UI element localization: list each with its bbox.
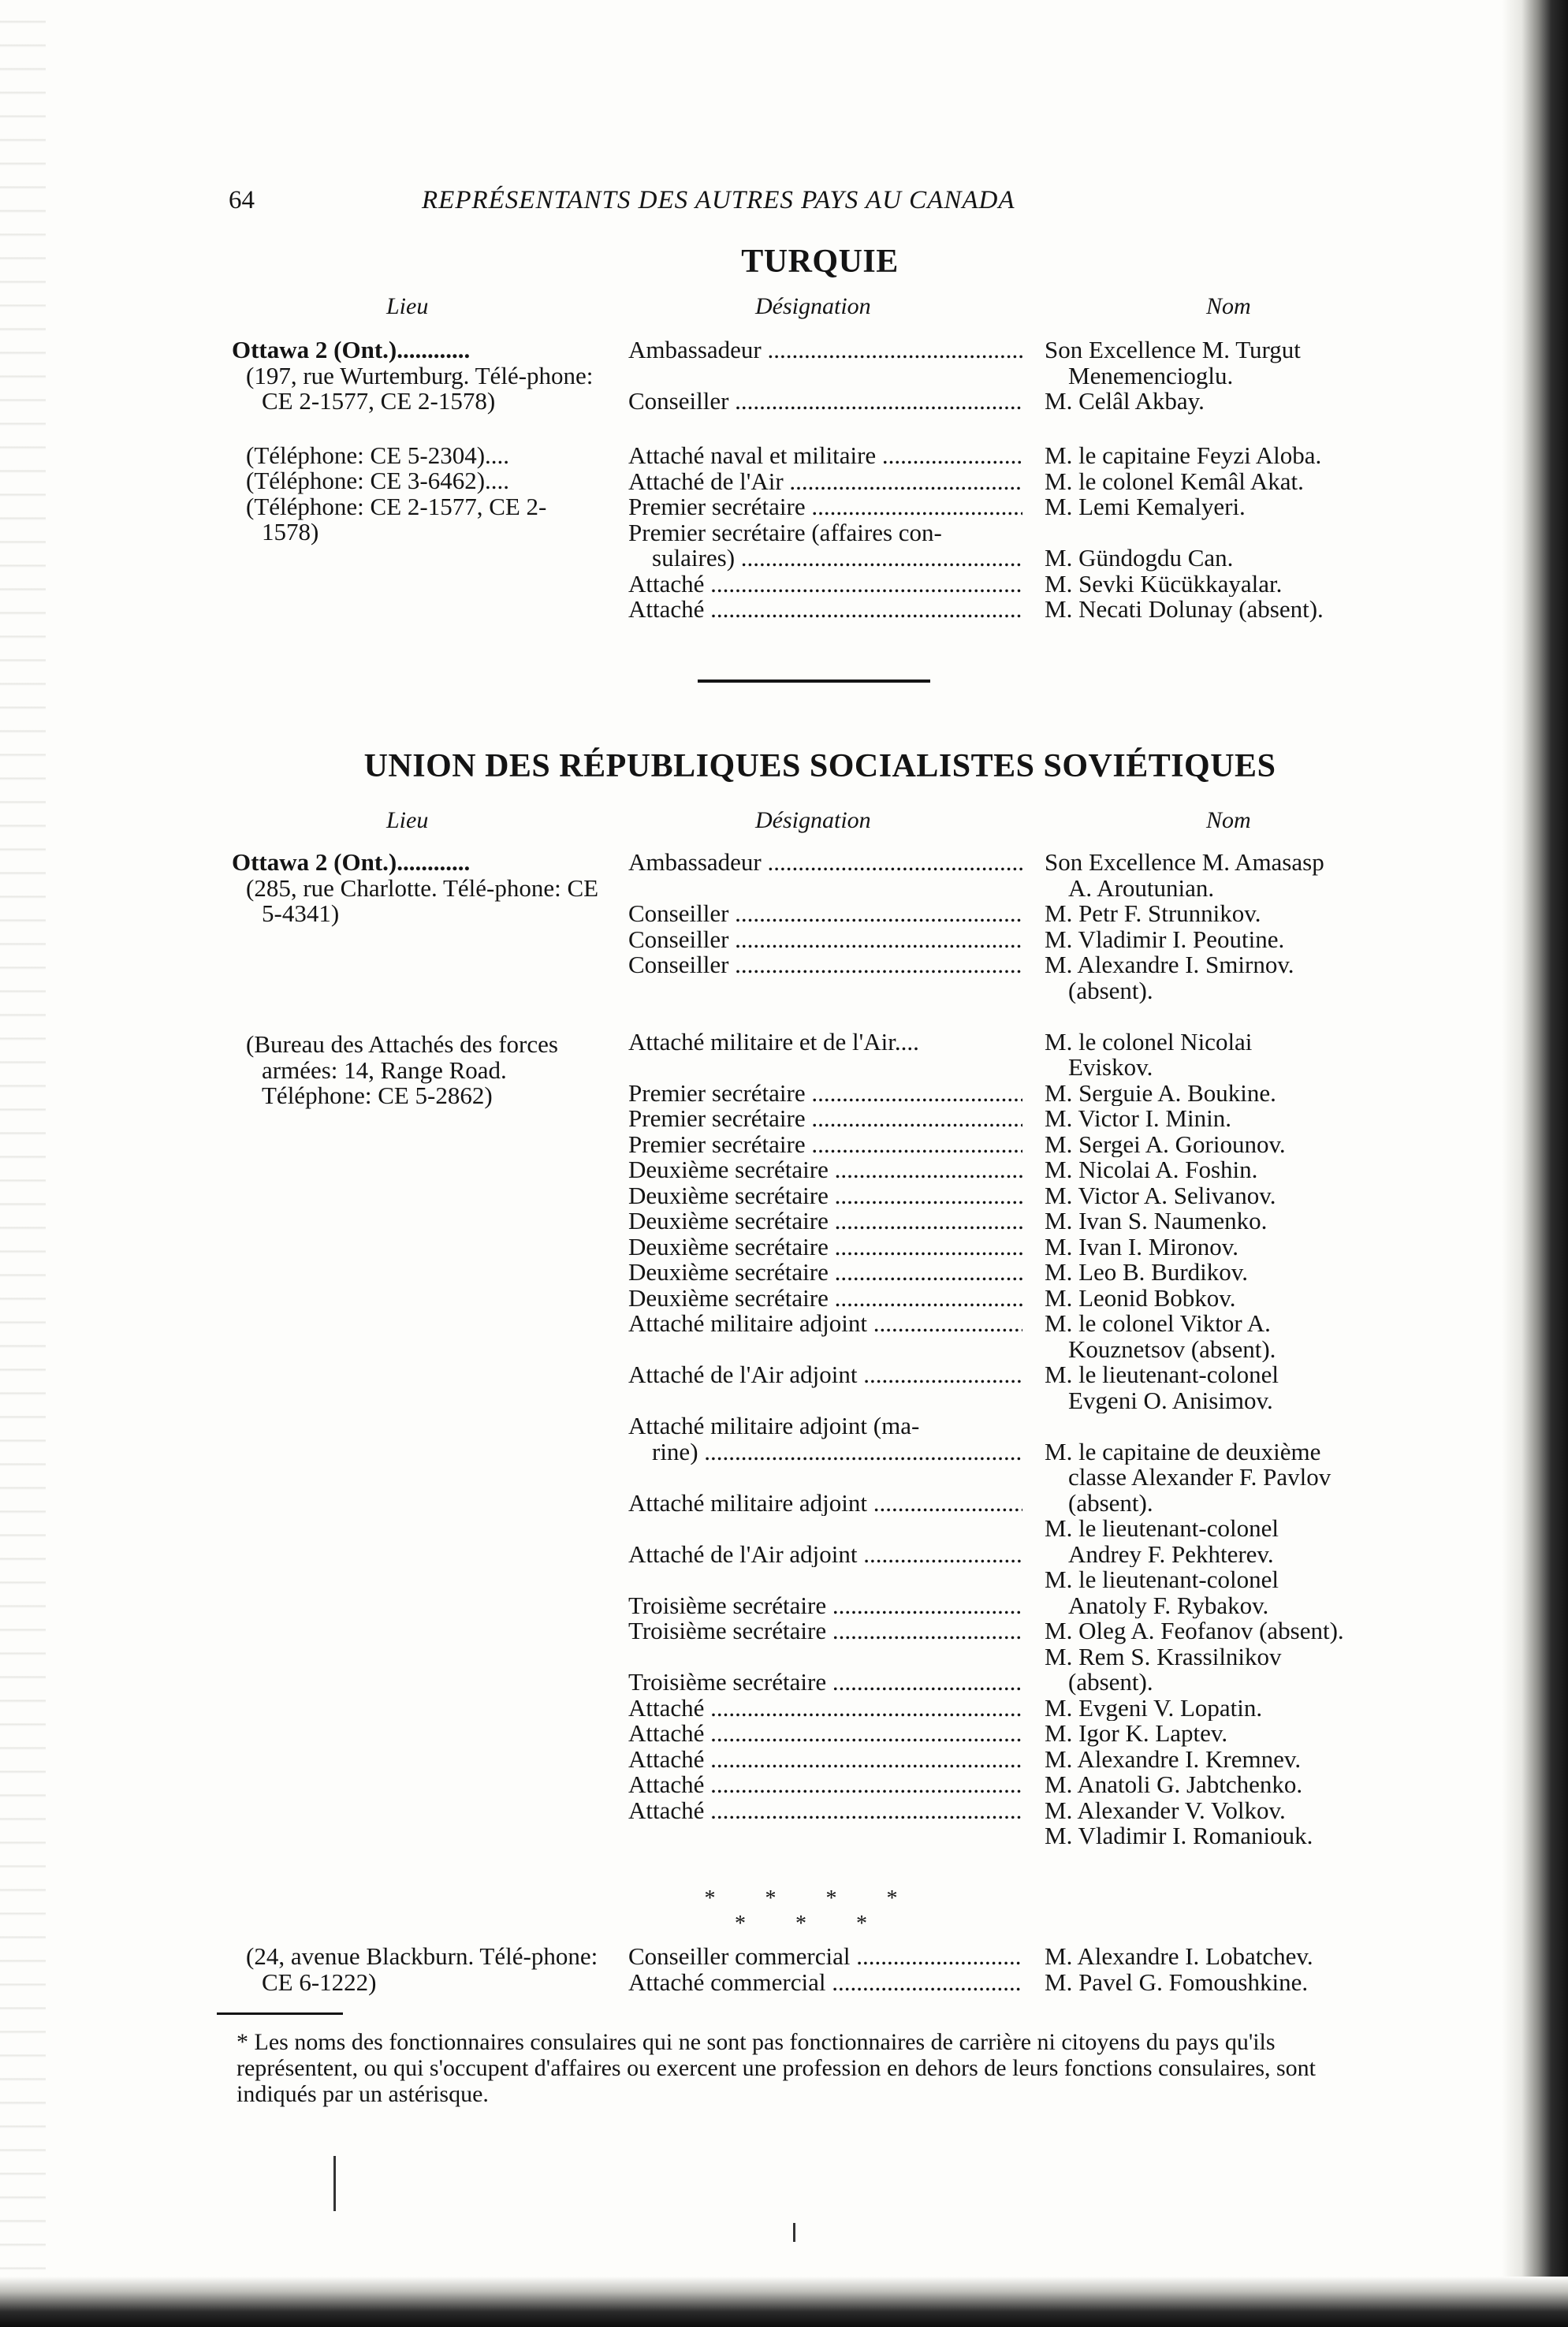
turquie-designation-column bbox=[628, 337, 1022, 623]
nom-entry: M. Vladimir I. Peoutine. bbox=[1045, 926, 1285, 952]
designation-entry: Premier secrétaire ..... bbox=[628, 1132, 1022, 1158]
nom-entry: M. Leonid Bobkov. bbox=[1045, 1285, 1236, 1311]
lieu-entry: Ottawa 2 (Ont.)............ bbox=[232, 848, 471, 876]
nom-entry: M. Oleg A. Feofanov (absent). bbox=[1045, 1618, 1344, 1644]
designation-entry: Attaché ..... bbox=[628, 1721, 1022, 1747]
designation-entry: Troisième secrétaire ..... bbox=[628, 1618, 1022, 1644]
urss-lieu-bureau bbox=[232, 1032, 602, 1109]
designation-entry: Deuxième secrétaire ..... bbox=[628, 1234, 1022, 1260]
designation-entry: Attaché ..... bbox=[628, 597, 1022, 623]
scan-mark bbox=[333, 2156, 336, 2211]
designation-entry: Attaché militaire adjoint ..... bbox=[628, 1491, 1022, 1517]
designation-entry: Premier secrétaire ..... bbox=[628, 1081, 1022, 1107]
scan-left-margin-noise bbox=[0, 0, 46, 2327]
scan-bottom-edge bbox=[0, 2277, 1568, 2327]
designation-entry: Conseiller ..... bbox=[628, 389, 1022, 415]
nom-entry: Son Excellence M. Turgut bbox=[1045, 337, 1301, 363]
nom-entry: M. Alexandre I. Kremnev. bbox=[1045, 1746, 1302, 1772]
designation-entry: Attaché naval et militaire ..... bbox=[628, 443, 1022, 469]
designation-entry: Attaché militaire et de l'Air.... bbox=[628, 1029, 919, 1055]
column-header-nom: Nom bbox=[1206, 293, 1251, 319]
nom-entry: M. le colonel Viktor A. bbox=[1045, 1311, 1271, 1337]
designation-entry: Deuxième secrétaire ..... bbox=[628, 1286, 1022, 1312]
nom-entry: Andrey F. Pekhterev. bbox=[1068, 1541, 1274, 1567]
nom-entry: A. Aroutunian. bbox=[1068, 875, 1215, 901]
designation-entry: Premier secrétaire ..... bbox=[628, 494, 1022, 520]
designation-entry: Premier secrétaire ..... bbox=[628, 1106, 1022, 1132]
section-title-urss: UNION DES RÉPUBLIQUES SOCIALISTES SOVIÉTIQUES bbox=[363, 748, 1276, 784]
nom-entry: Anatoly F. Rybakov. bbox=[1068, 1592, 1269, 1618]
lieu-entry: (24, avenue Blackburn. Télé-phone: CE 6-1222) bbox=[246, 1942, 598, 1996]
designation-entry: Attaché commercial ..... bbox=[628, 1970, 1022, 1996]
designation-entry: Attaché ..... bbox=[628, 1772, 1022, 1798]
designation-entry: Conseiller ..... bbox=[628, 901, 1022, 927]
nom-entry: M. Victor I. Minin. bbox=[1045, 1106, 1231, 1132]
nom-entry: M. Petr F. Strunnikov. bbox=[1045, 901, 1261, 927]
nom-entry: M. le colonel Kemâl Akat. bbox=[1045, 468, 1304, 494]
column-header-designation: Désignation bbox=[755, 807, 871, 833]
column-header-lieu: Lieu bbox=[386, 293, 429, 319]
lieu-entry: (Téléphone: CE 3-6462).... bbox=[246, 467, 510, 494]
designation-entry: Attaché ..... bbox=[628, 1747, 1022, 1773]
turquie-lieu-column bbox=[232, 337, 602, 545]
designation-entry: Attaché ..... bbox=[628, 1798, 1022, 1824]
nom-entry: M. Pavel G. Fomoushkine. bbox=[1045, 1969, 1309, 1995]
lieu-entry: (Bureau des Attachés des forces armées: 14, Range Road. Téléphone: CE 5-2862) bbox=[246, 1030, 558, 1109]
nom-entry: M. Ivan I. Mironov. bbox=[1045, 1234, 1238, 1260]
column-header-lieu: Lieu bbox=[386, 807, 429, 833]
nom-entry: M. Serguie A. Boukine. bbox=[1045, 1080, 1276, 1106]
footnote bbox=[237, 2029, 1395, 2107]
nom-entry: M. Sergei A. Goriounov. bbox=[1045, 1131, 1286, 1157]
designation-entry: Attaché de l'Air adjoint ..... bbox=[628, 1542, 1022, 1568]
lieu-entry: (Téléphone: CE 2-1577, CE 2-1578) bbox=[246, 492, 547, 545]
designation-entry: Conseiller commercial ..... bbox=[628, 1944, 1022, 1970]
nom-entry: M. Alexander V. Volkov. bbox=[1045, 1797, 1286, 1823]
nom-entry: M. Vladimir I. Romaniouk. bbox=[1045, 1823, 1313, 1849]
nom-entry: M. Lemi Kemalyeri. bbox=[1045, 494, 1246, 520]
section-divider-rule bbox=[698, 679, 930, 683]
designation-entry: Troisième secrétaire ..... bbox=[628, 1670, 1022, 1696]
nom-entry: M. Gündogdu Can. bbox=[1045, 545, 1234, 572]
designation-entry: Deuxième secrétaire ..... bbox=[628, 1260, 1022, 1286]
designation-entry: Troisième secrétaire ..... bbox=[628, 1593, 1022, 1619]
nom-entry: Eviskov. bbox=[1068, 1055, 1153, 1081]
nom-entry: M. le lieutenant-colonel bbox=[1045, 1567, 1279, 1593]
running-head bbox=[229, 186, 1411, 222]
designation-entry: Attaché ..... bbox=[628, 1696, 1022, 1722]
nom-entry: M. Rem S. Krassilnikov bbox=[1045, 1644, 1282, 1670]
nom-entry: classe Alexander F. Pavlov bbox=[1068, 1465, 1331, 1491]
designation-entry: Attaché de l'Air ..... bbox=[628, 469, 1022, 495]
nom-entry: Kouznetsov (absent). bbox=[1068, 1336, 1276, 1362]
designation-entry: Premier secrétaire (affaires con- bbox=[628, 519, 942, 545]
designation-entry: Attaché ..... bbox=[628, 572, 1022, 598]
nom-entry: M. Igor K. Laptev. bbox=[1045, 1721, 1228, 1747]
column-header-nom: Nom bbox=[1206, 807, 1251, 833]
nom-entry: M. Nicolai A. Foshin. bbox=[1045, 1157, 1258, 1183]
nom-entry: M. Anatoli G. Jabtchenko. bbox=[1045, 1772, 1303, 1798]
scan-right-binding-edge bbox=[1502, 0, 1568, 2327]
designation-entry: Deuxième secrétaire ..... bbox=[628, 1208, 1022, 1234]
nom-entry: M. le lieutenant-colonel bbox=[1045, 1516, 1279, 1542]
nom-entry: Menemencioglu. bbox=[1068, 363, 1234, 389]
nom-entry: M. Alexandre I. Smirnov. bbox=[1045, 952, 1294, 978]
column-headers-turquie bbox=[229, 293, 1411, 325]
designation-entry: sulaires) ..... bbox=[628, 545, 1022, 572]
nom-entry: Son Excellence M. Amasasp bbox=[1045, 850, 1324, 876]
footnote-text: * Les noms des fonctionnaires consulaires qui ne sont pas fonctionnaires de carrière ni citoyens du pays qu'ils représentent, ou qui s'occupent d'affaires ou exercent une profession en dehors de leurs fonctions consulaires, sont indiqués par un astérisque. bbox=[237, 2029, 1316, 2107]
designation-entry: Attaché militaire adjoint ..... bbox=[628, 1311, 1022, 1337]
footnote-rule bbox=[217, 2012, 343, 2015]
nom-entry: M. Celâl Akbay. bbox=[1045, 389, 1205, 415]
column-headers-urss bbox=[229, 807, 1411, 839]
separator-asterisks: * * * * * * * bbox=[704, 1886, 920, 1936]
lieu-entry: (197, rue Wurtemburg. Télé-phone: CE 2-1577, CE 2-1578) bbox=[246, 361, 594, 415]
designation-entry: rine) ..... bbox=[628, 1439, 1022, 1465]
nom-entry: M. Leo B. Burdikov. bbox=[1045, 1260, 1249, 1286]
lieu-entry: Ottawa 2 (Ont.)............ bbox=[232, 336, 471, 363]
designation-entry: Conseiller ..... bbox=[628, 927, 1022, 953]
urss-lieu-column bbox=[232, 850, 602, 927]
urss-nom-column bbox=[1045, 850, 1415, 1849]
lieu-entry: (285, rue Charlotte. Télé-phone: CE 5-4341) bbox=[246, 873, 599, 927]
designation-entry: Attaché militaire adjoint (ma- bbox=[628, 1413, 920, 1439]
designation-entry: Conseiller ..... bbox=[628, 952, 1022, 978]
nom-entry: (absent). bbox=[1068, 1490, 1153, 1516]
urss-commercial-designation bbox=[628, 1944, 1022, 1995]
urss-designation-column bbox=[628, 850, 1022, 1823]
nom-entry: M. Victor A. Selivanov. bbox=[1045, 1182, 1276, 1208]
designation-entry: Ambassadeur ..... bbox=[628, 337, 1022, 363]
designation-entry: Deuxième secrétaire ..... bbox=[628, 1183, 1022, 1209]
nom-entry: M. Necati Dolunay (absent). bbox=[1045, 597, 1324, 623]
nom-entry: (absent). bbox=[1068, 1670, 1153, 1696]
section-title-turquie: TURQUIE bbox=[741, 244, 899, 280]
nom-entry: M. Alexandre I. Lobatchev. bbox=[1045, 1944, 1313, 1970]
nom-entry: (absent). bbox=[1068, 977, 1153, 1003]
nom-entry: M. le lieutenant-colonel bbox=[1045, 1362, 1279, 1388]
designation-entry: Ambassadeur ..... bbox=[628, 850, 1022, 876]
nom-entry: M. le capitaine Feyzi Aloba. bbox=[1045, 443, 1322, 469]
running-title: REPRÉSENTANTS DES AUTRES PAYS AU CANADA bbox=[422, 186, 1015, 214]
nom-entry: M. le colonel Nicolai bbox=[1045, 1029, 1253, 1055]
urss-lieu-commercial bbox=[232, 1944, 602, 1995]
page-number: 64 bbox=[229, 186, 255, 214]
nom-entry: Evgeni O. Anisimov. bbox=[1068, 1387, 1273, 1413]
designation-entry: Attaché de l'Air adjoint ..... bbox=[628, 1362, 1022, 1388]
scan-mark bbox=[793, 2223, 795, 2242]
designation-entry: Deuxième secrétaire ..... bbox=[628, 1157, 1022, 1183]
lieu-entry: (Téléphone: CE 5-2304).... bbox=[246, 441, 510, 469]
turquie-nom-column bbox=[1045, 337, 1415, 623]
nom-entry: M. Ivan S. Naumenko. bbox=[1045, 1208, 1268, 1234]
column-header-designation: Désignation bbox=[755, 293, 871, 319]
nom-entry: M. Evgeni V. Lopatin. bbox=[1045, 1695, 1263, 1721]
urss-commercial-nom bbox=[1045, 1944, 1415, 1995]
nom-entry: M. Sevki Kücükkayalar. bbox=[1045, 571, 1283, 597]
nom-entry: M. le capitaine de deuxième bbox=[1045, 1439, 1321, 1465]
